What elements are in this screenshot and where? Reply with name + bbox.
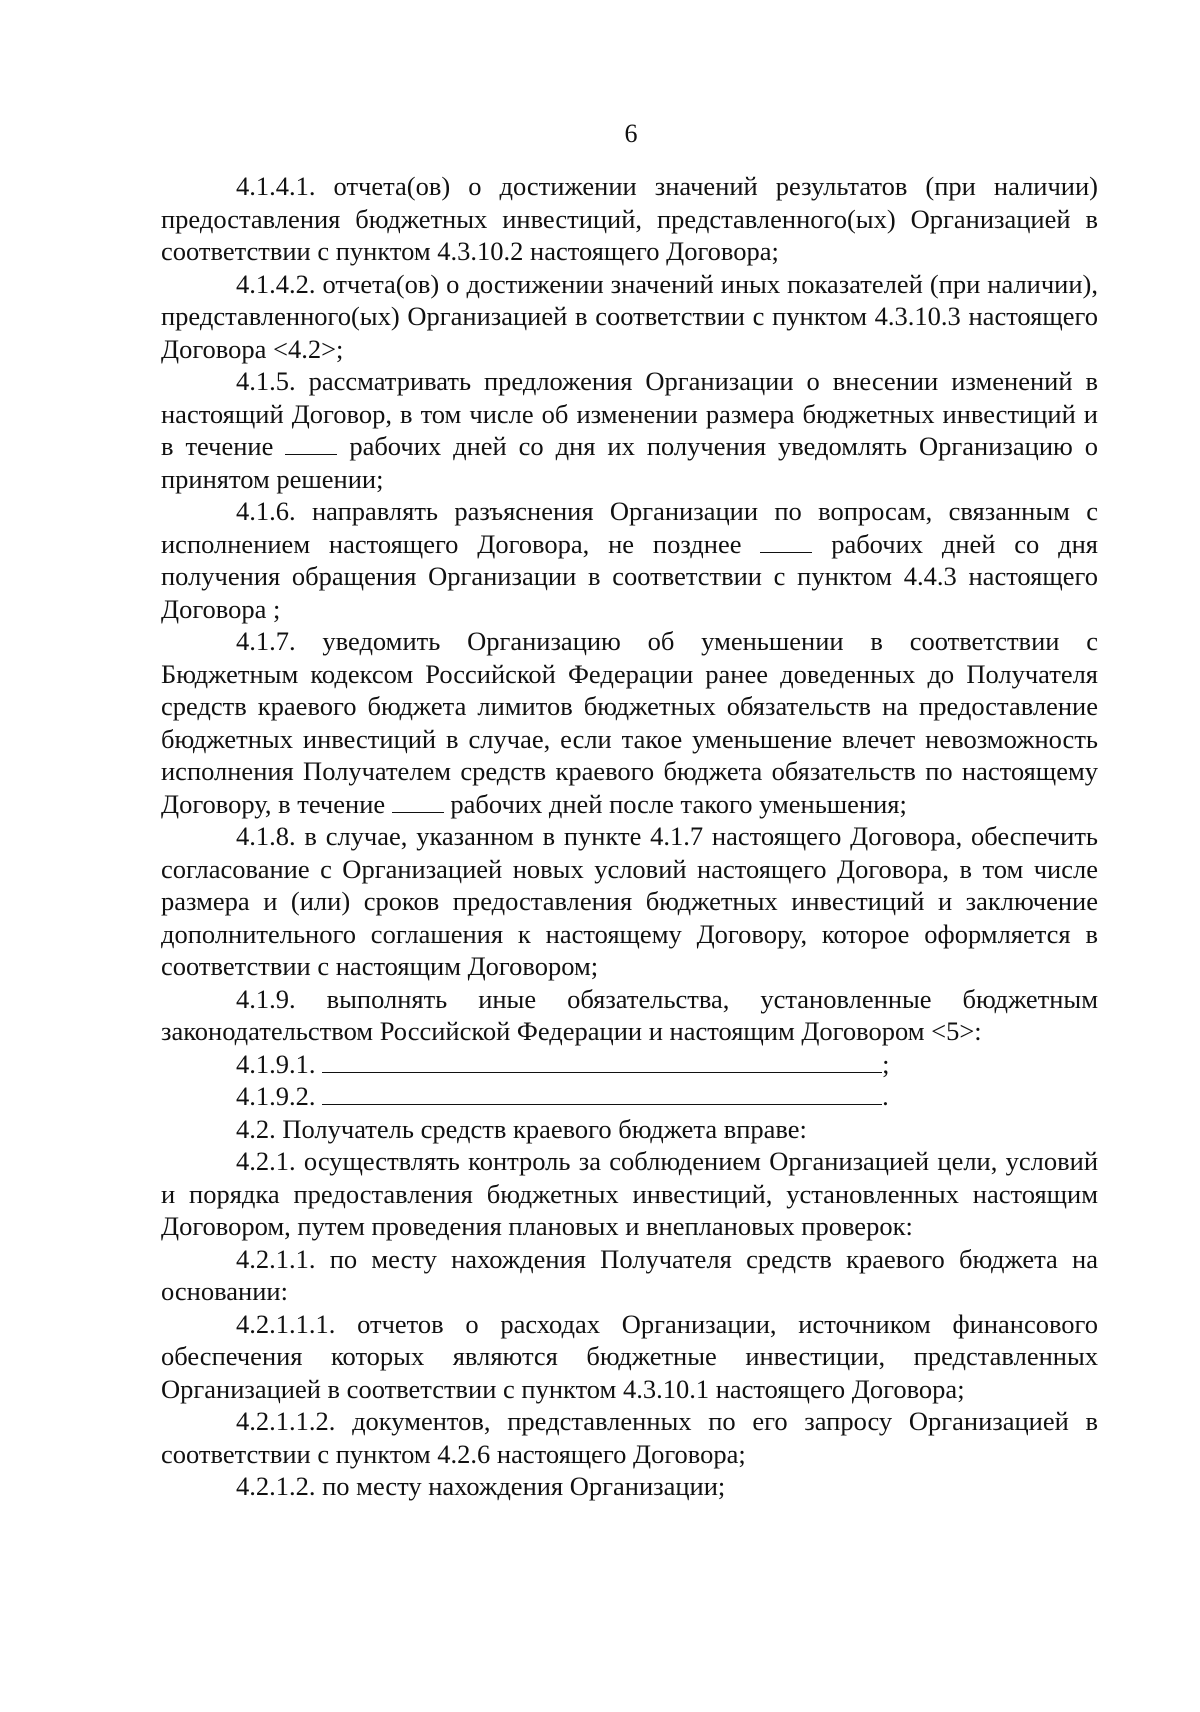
- clause-number: 4.2.: [236, 1113, 276, 1144]
- clause-number: 4.2.1.1.2.: [236, 1406, 336, 1436]
- paragraph-4-1-9-1: [161, 1048, 1098, 1081]
- blank-field: [392, 788, 444, 813]
- clause-number: 4.1.5.: [236, 366, 296, 396]
- paragraph-4-1-5: [161, 365, 1098, 495]
- clause-text: в случае, указанном в пункте 4.1.7 настоящего Договора, обеспечить согласование с Организацией новых условий настоящего Договора, в том числе размера и (или) сроков предоставления бюджетных инвестиций и заключение дополнительного соглашения к настоящему Договору, которое оформляется в соответствии с настоящим Договором;: [161, 821, 1098, 981]
- clause-text-continued: рабочих дней со дня получения обращения Организации в соответствии с пунктом 4.4.3 настоящего Договора ;: [161, 528, 1098, 624]
- clause-number: 4.2.1.2.: [236, 1471, 316, 1501]
- paragraph-4-1-4-1: [161, 170, 1098, 268]
- paragraph-4-2-1-1-2: [161, 1405, 1098, 1470]
- paragraph-4-2: [161, 1113, 1098, 1146]
- blank-field: [322, 1048, 882, 1073]
- clause-end-punctuation: .: [882, 1081, 889, 1111]
- paragraph-4-1-7: [161, 625, 1098, 820]
- paragraph-4-1-8: [161, 820, 1098, 983]
- clause-number: 4.1.4.2.: [236, 268, 316, 299]
- clause-number: 4.1.9.: [236, 983, 296, 1014]
- paragraph-4-2-1-2: [161, 1470, 1098, 1503]
- paragraph-4-2-1-1-1: [161, 1308, 1098, 1406]
- clause-text: осуществлять контроль за соблюдением Организацией цели, условий и порядка предоставления бюджетных инвестиций, установленных настоящим Договором, путем проведения плановых и внеплановых проверок:: [161, 1146, 1098, 1241]
- clause-number: 4.1.4.1.: [236, 171, 316, 201]
- blank-field: [285, 430, 337, 455]
- paragraph-4-1-9: [161, 983, 1098, 1048]
- clause-text: отчета(ов) о достижении значений результатов (при наличии) предоставления бюджетных инвестиций, представленного(ых) Организацией в соответствии с пунктом 4.3.10.2 настоящего Договора;: [161, 171, 1098, 266]
- clause-number: 4.2.1.1.: [236, 1243, 316, 1274]
- clause-number: 4.1.8.: [236, 821, 296, 851]
- clause-number: 4.2.1.1.1.: [236, 1308, 336, 1339]
- paragraph-4-2-1-1: [161, 1243, 1098, 1308]
- clause-text: отчетов о расходах Организации, источником финансового обеспечения которых являются бюджетные инвестиции, представленных Организацией в соответствии с пунктом 4.3.10.1 настоящего Договора;: [161, 1308, 1099, 1404]
- clause-text: уведомить Организацию об уменьшении в соответствии с Бюджетным кодексом Российской Федерации ранее доведенных до Получателя средств краевого бюджета лимитов бюджетных обязательств на предоставление бюджетных инвестиций в случае, если такое уменьшение влечет невозможность исполнения Получателем средств краевого бюджета обязательств по настоящему Договору, в течение: [161, 626, 1098, 819]
- clause-text: по месту нахождения Получателя средств краевого бюджета на основании:: [161, 1243, 1098, 1306]
- clause-text: Получатель средств краевого бюджета вправе:: [282, 1113, 807, 1144]
- paragraph-4-1-6: [161, 495, 1098, 625]
- clause-number: 4.2.1.: [236, 1146, 296, 1176]
- clause-text: выполнять иные обязательства, установленные бюджетным законодательством Российской Федерации и настоящим Договором <5>:: [161, 983, 1098, 1046]
- clause-text: документов, представленных по его запросу Организацией в соответствии с пунктом 4.2.6 настоящего Договора;: [161, 1406, 1098, 1469]
- clause-text: по месту нахождения Организации;: [322, 1471, 726, 1501]
- clause-text-continued: рабочих дней со дня их получения уведомлять Организацию о принятом решении;: [161, 431, 1099, 494]
- clause-text: рассматривать предложения Организации о внесении изменений в настоящий Договор, в том числе об изменении размера бюджетных инвестиций и в течение: [161, 366, 1098, 461]
- paragraph-4-1-9-2: [161, 1080, 1098, 1113]
- clause-number: 4.1.6.: [236, 496, 296, 526]
- clause-number: 4.1.7.: [236, 626, 296, 656]
- clause-text: отчета(ов) о достижении значений иных показателей (при наличии), представленного(ых) Организацией в соответствии с пунктом 4.3.10.3 настоящего Договора <4.2>;: [161, 268, 1098, 364]
- clause-number: 4.1.9.1.: [236, 1048, 316, 1079]
- paragraph-4-1-4-2: [161, 268, 1098, 366]
- clause-text-continued: рабочих дней после такого уменьшения;: [450, 788, 907, 819]
- page-number: 6: [624, 119, 638, 148]
- document-body: [161, 170, 1098, 1503]
- blank-field: [322, 1080, 882, 1105]
- clause-number: 4.1.9.2.: [236, 1081, 316, 1111]
- clause-text: направлять разъяснения Организации по вопросам, связанным с исполнением настоящего Договора, не позднее: [161, 496, 1098, 559]
- blank-field: [760, 528, 812, 553]
- paragraph-4-2-1: [161, 1145, 1098, 1243]
- clause-end-punctuation: ;: [882, 1048, 890, 1079]
